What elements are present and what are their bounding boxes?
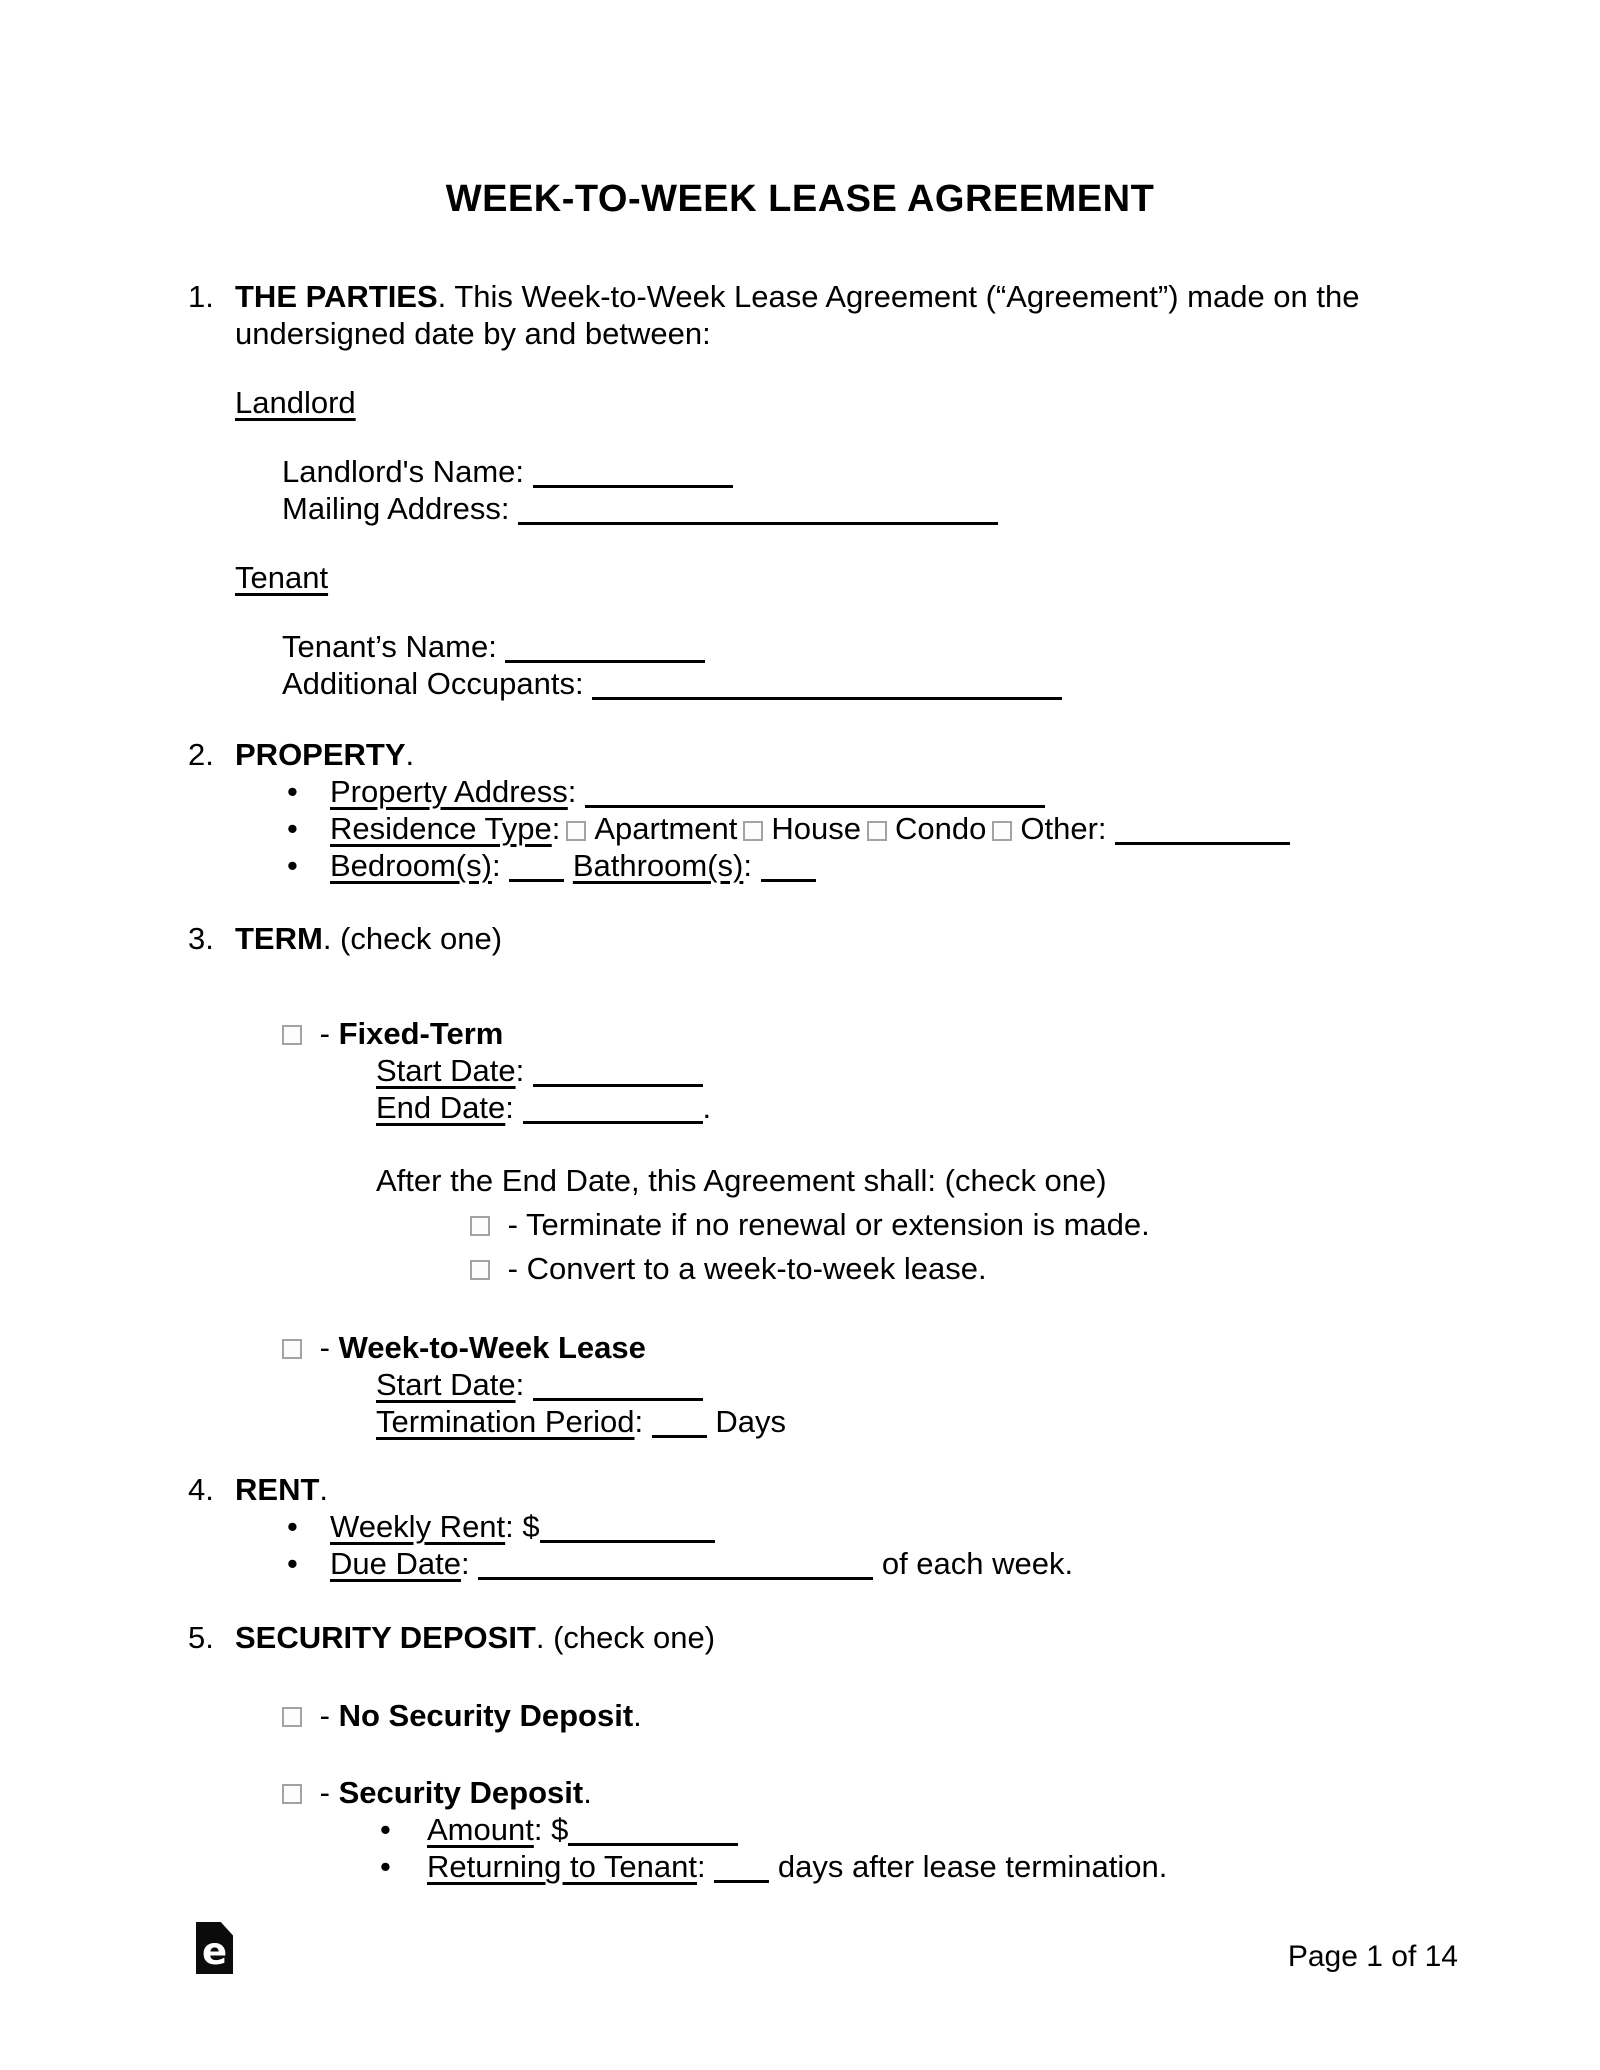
tenant-name-line [282, 628, 1412, 665]
house-checkbox[interactable] [743, 821, 763, 841]
other-checkbox[interactable] [992, 821, 1012, 841]
days-suffix: Days [715, 1404, 786, 1439]
fixed-term-option [282, 1015, 1412, 1052]
additional-occupants-label: Additional Occupants: [282, 666, 584, 701]
property-address-blank[interactable] [585, 797, 1045, 808]
returning-blank[interactable] [714, 1872, 769, 1883]
weekly-rent-label: Weekly Rent [330, 1509, 506, 1544]
deposit-option: - Security Deposit. [282, 1774, 1412, 1811]
document-title: WEEK-TO-WEEK LEASE AGREEMENT [445, 178, 1155, 220]
termination-period-blank[interactable] [652, 1427, 707, 1438]
other-blank[interactable] [1115, 834, 1290, 845]
fixed-end-date-line: End Date: . [376, 1090, 712, 1125]
property-address-item: • Property Address: [287, 773, 1412, 810]
due-date-item: • Due Date: of each week. [287, 1546, 1074, 1581]
section-number: 1. [188, 279, 214, 314]
due-date-suffix: of each week. [881, 1546, 1074, 1581]
dollar-sign: $ [551, 1812, 569, 1847]
convert-label: Convert to a week-to-week lease. [526, 1251, 987, 1286]
dash: - [319, 1775, 330, 1810]
bedrooms-blank[interactable] [509, 871, 564, 882]
dash: - [319, 1016, 330, 1051]
parties-intro-text: . This Week-to-Week Lease Agreement (“Agreement”) made on the undersigned date by and between: [235, 279, 1360, 351]
fixed-term-checkbox[interactable] [282, 1025, 302, 1045]
returning-item: • Returning to Tenant: days after lease termination. [380, 1849, 1168, 1884]
dash: - [507, 1207, 518, 1242]
w2w-start-date-blank[interactable] [533, 1390, 703, 1401]
tenant-header: Tenant [235, 560, 329, 595]
bullet-icon: • [287, 811, 298, 846]
fixed-end-date-blank[interactable] [523, 1113, 703, 1124]
section-parties [188, 278, 1412, 702]
start-date-label: Start Date [376, 1367, 516, 1402]
convert-option [470, 1250, 1412, 1287]
residence-type-label: Residence Type [330, 811, 552, 846]
section-heading: THE PARTIES [235, 279, 438, 314]
dash: - [319, 1698, 330, 1733]
deposit-label: Security Deposit [338, 1775, 584, 1810]
residence-type-item: • Residence Type: Apartment House Condo Other: [287, 810, 1412, 847]
start-date-label: Start Date [376, 1053, 516, 1088]
returning-label: Returning to Tenant [427, 1849, 698, 1884]
mailing-address-line [282, 490, 1412, 527]
no-deposit-option: - No Security Deposit. [282, 1697, 1412, 1734]
w2w-start-date-line: Start Date: [376, 1366, 1412, 1403]
term-heading: TERM. (check one) [235, 921, 503, 956]
section-property [188, 736, 1412, 884]
tenant-name-label: Tenant’s Name: [282, 629, 497, 664]
mailing-address-label: Mailing Address: [282, 491, 510, 526]
landlord-header: Landlord [235, 385, 356, 420]
condo-checkbox[interactable] [867, 821, 887, 841]
apartment-checkbox[interactable] [566, 821, 586, 841]
terminate-label: Terminate if no renewal or extension is made. [526, 1207, 1150, 1242]
bullet-icon: • [287, 774, 298, 809]
apartment-label: Apartment [594, 811, 738, 846]
weekly-rent-item: • Weekly Rent: $ [287, 1508, 1412, 1545]
fixed-term-label: Fixed-Term [338, 1016, 504, 1051]
amount-label: Amount [427, 1812, 534, 1847]
bedrooms-label: Bedroom(s) [330, 848, 492, 883]
end-date-label: End Date [376, 1090, 506, 1125]
logo-letter: e [201, 1930, 228, 1973]
terminate-checkbox[interactable] [470, 1216, 490, 1236]
dash: - [507, 1251, 518, 1286]
property-heading: PROPERTY. [235, 737, 415, 772]
condo-label: Condo [895, 811, 987, 846]
bullet-icon: • [287, 1546, 298, 1581]
eforms-logo-icon [196, 1922, 233, 1974]
deposit-checkbox[interactable] [282, 1784, 302, 1804]
section-security-deposit [188, 1619, 1412, 1885]
amount-blank[interactable] [568, 1835, 738, 1846]
landlord-name-label: Landlord's Name: [282, 454, 524, 489]
convert-checkbox[interactable] [470, 1260, 490, 1280]
bullet-icon: • [287, 848, 298, 883]
dollar-sign: $ [522, 1509, 540, 1544]
amount-item: • Amount: $ [380, 1811, 1412, 1848]
due-date-label: Due Date [330, 1546, 461, 1581]
bullet-icon: • [380, 1849, 391, 1884]
returning-suffix: days after lease termination. [777, 1849, 1168, 1884]
terminate-option [470, 1206, 1412, 1243]
week-to-week-checkbox[interactable] [282, 1339, 302, 1359]
bathrooms-blank[interactable] [761, 871, 816, 882]
bedrooms-bathrooms-item: • Bedroom(s): Bathroom(s): [287, 847, 1412, 884]
due-date-blank[interactable] [478, 1569, 873, 1580]
termination-period-label: Termination Period [376, 1404, 635, 1439]
after-end-date-text: After the End Date, this Agreement shall: (check one) [376, 1163, 1107, 1198]
mailing-address-blank[interactable] [518, 514, 998, 525]
landlord-name-blank[interactable] [533, 477, 733, 488]
parties-intro [235, 278, 1412, 352]
no-deposit-checkbox[interactable] [282, 1707, 302, 1727]
section-number: 3. [188, 921, 214, 956]
security-deposit-heading: SECURITY DEPOSIT. (check one) [235, 1620, 716, 1655]
rent-heading: RENT. [235, 1472, 329, 1507]
no-deposit-label: No Security Deposit [338, 1698, 634, 1733]
page-number-label: Page 1 of 14 [1287, 1940, 1458, 1973]
bullet-icon: • [380, 1812, 391, 1847]
termination-period-line: Termination Period: Days [376, 1404, 786, 1439]
dash: - [319, 1330, 330, 1365]
section-number: 2. [188, 737, 214, 772]
bullet-icon: • [287, 1509, 298, 1544]
landlord-name-line [282, 453, 1412, 490]
additional-occupants-blank[interactable] [592, 689, 1062, 700]
weekly-rent-blank[interactable] [540, 1532, 715, 1543]
week-to-week-option [282, 1329, 1412, 1366]
section-rent [188, 1471, 1412, 1582]
property-address-label: Property Address [330, 774, 568, 809]
house-label: House [771, 811, 861, 846]
fixed-start-date-line: Start Date: [376, 1052, 1412, 1089]
fixed-start-date-blank[interactable] [533, 1076, 703, 1087]
other-label: Other: [1020, 811, 1107, 846]
bathrooms-label: Bathroom(s) [572, 848, 744, 883]
section-term [188, 920, 1412, 1440]
section-number: 5. [188, 1620, 214, 1655]
tenant-name-blank[interactable] [505, 652, 705, 663]
additional-occupants-line [282, 665, 1412, 702]
week-to-week-label: Week-to-Week Lease [338, 1330, 646, 1365]
section-number: 4. [188, 1472, 214, 1507]
